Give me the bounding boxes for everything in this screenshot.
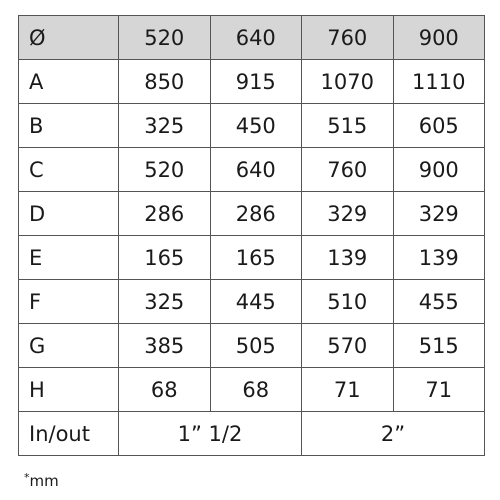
inout-value-left-cell: 1” 1/2 xyxy=(119,412,302,456)
table-cell: 68 xyxy=(210,368,302,412)
footnote-text: mm xyxy=(29,472,59,490)
header-cell-640: 640 xyxy=(210,16,302,60)
table-row xyxy=(19,368,485,412)
inout-row xyxy=(19,412,485,456)
table-row xyxy=(19,60,485,104)
table-cell: 325 xyxy=(119,104,211,148)
table-row xyxy=(19,236,485,280)
row-label-cell: A xyxy=(19,60,119,104)
header-cell-520: 520 xyxy=(119,16,211,60)
row-label-cell: G xyxy=(19,324,119,368)
table-cell: 325 xyxy=(119,280,211,324)
table-cell: 71 xyxy=(302,368,394,412)
table-cell: 165 xyxy=(119,236,211,280)
header-cell-760: 760 xyxy=(302,16,394,60)
table-cell: 139 xyxy=(302,236,394,280)
header-cell-diameter: Ø xyxy=(19,16,119,60)
table-cell: 915 xyxy=(210,60,302,104)
table-cell: 68 xyxy=(119,368,211,412)
table-cell: 1110 xyxy=(393,60,485,104)
footnote-marker: * xyxy=(24,471,30,484)
table-row xyxy=(19,324,485,368)
row-label-cell: F xyxy=(19,280,119,324)
table-row xyxy=(19,192,485,236)
table-cell: 286 xyxy=(119,192,211,236)
table-cell: 165 xyxy=(210,236,302,280)
row-label-cell: B xyxy=(19,104,119,148)
table-cell: 385 xyxy=(119,324,211,368)
table-cell: 450 xyxy=(210,104,302,148)
unit-footnote xyxy=(24,471,59,490)
header-cell-900: 900 xyxy=(393,16,485,60)
table-cell: 640 xyxy=(210,148,302,192)
inout-value-right-cell: 2” xyxy=(302,412,485,456)
table-cell: 505 xyxy=(210,324,302,368)
table-cell: 445 xyxy=(210,280,302,324)
inout-label-cell: In/out xyxy=(19,412,119,456)
row-label-cell: C xyxy=(19,148,119,192)
table-cell: 605 xyxy=(393,104,485,148)
table-cell: 455 xyxy=(393,280,485,324)
table-cell: 850 xyxy=(119,60,211,104)
table-cell: 329 xyxy=(302,192,394,236)
table-cell: 510 xyxy=(302,280,394,324)
table-cell: 515 xyxy=(302,104,394,148)
table-cell: 1070 xyxy=(302,60,394,104)
table-cell: 515 xyxy=(393,324,485,368)
table-cell: 760 xyxy=(302,148,394,192)
table-cell: 286 xyxy=(210,192,302,236)
table-cell: 329 xyxy=(393,192,485,236)
table-row xyxy=(19,104,485,148)
table-cell: 570 xyxy=(302,324,394,368)
table-cell: 900 xyxy=(393,148,485,192)
table-row xyxy=(19,148,485,192)
row-label-cell: D xyxy=(19,192,119,236)
table-row xyxy=(19,280,485,324)
table-cell: 139 xyxy=(393,236,485,280)
row-label-cell: H xyxy=(19,368,119,412)
table-cell: 520 xyxy=(119,148,211,192)
table-cell: 71 xyxy=(393,368,485,412)
dimensions-table-body xyxy=(19,16,485,456)
header-row xyxy=(19,16,485,60)
row-label-cell: E xyxy=(19,236,119,280)
dimensions-table xyxy=(18,15,485,456)
